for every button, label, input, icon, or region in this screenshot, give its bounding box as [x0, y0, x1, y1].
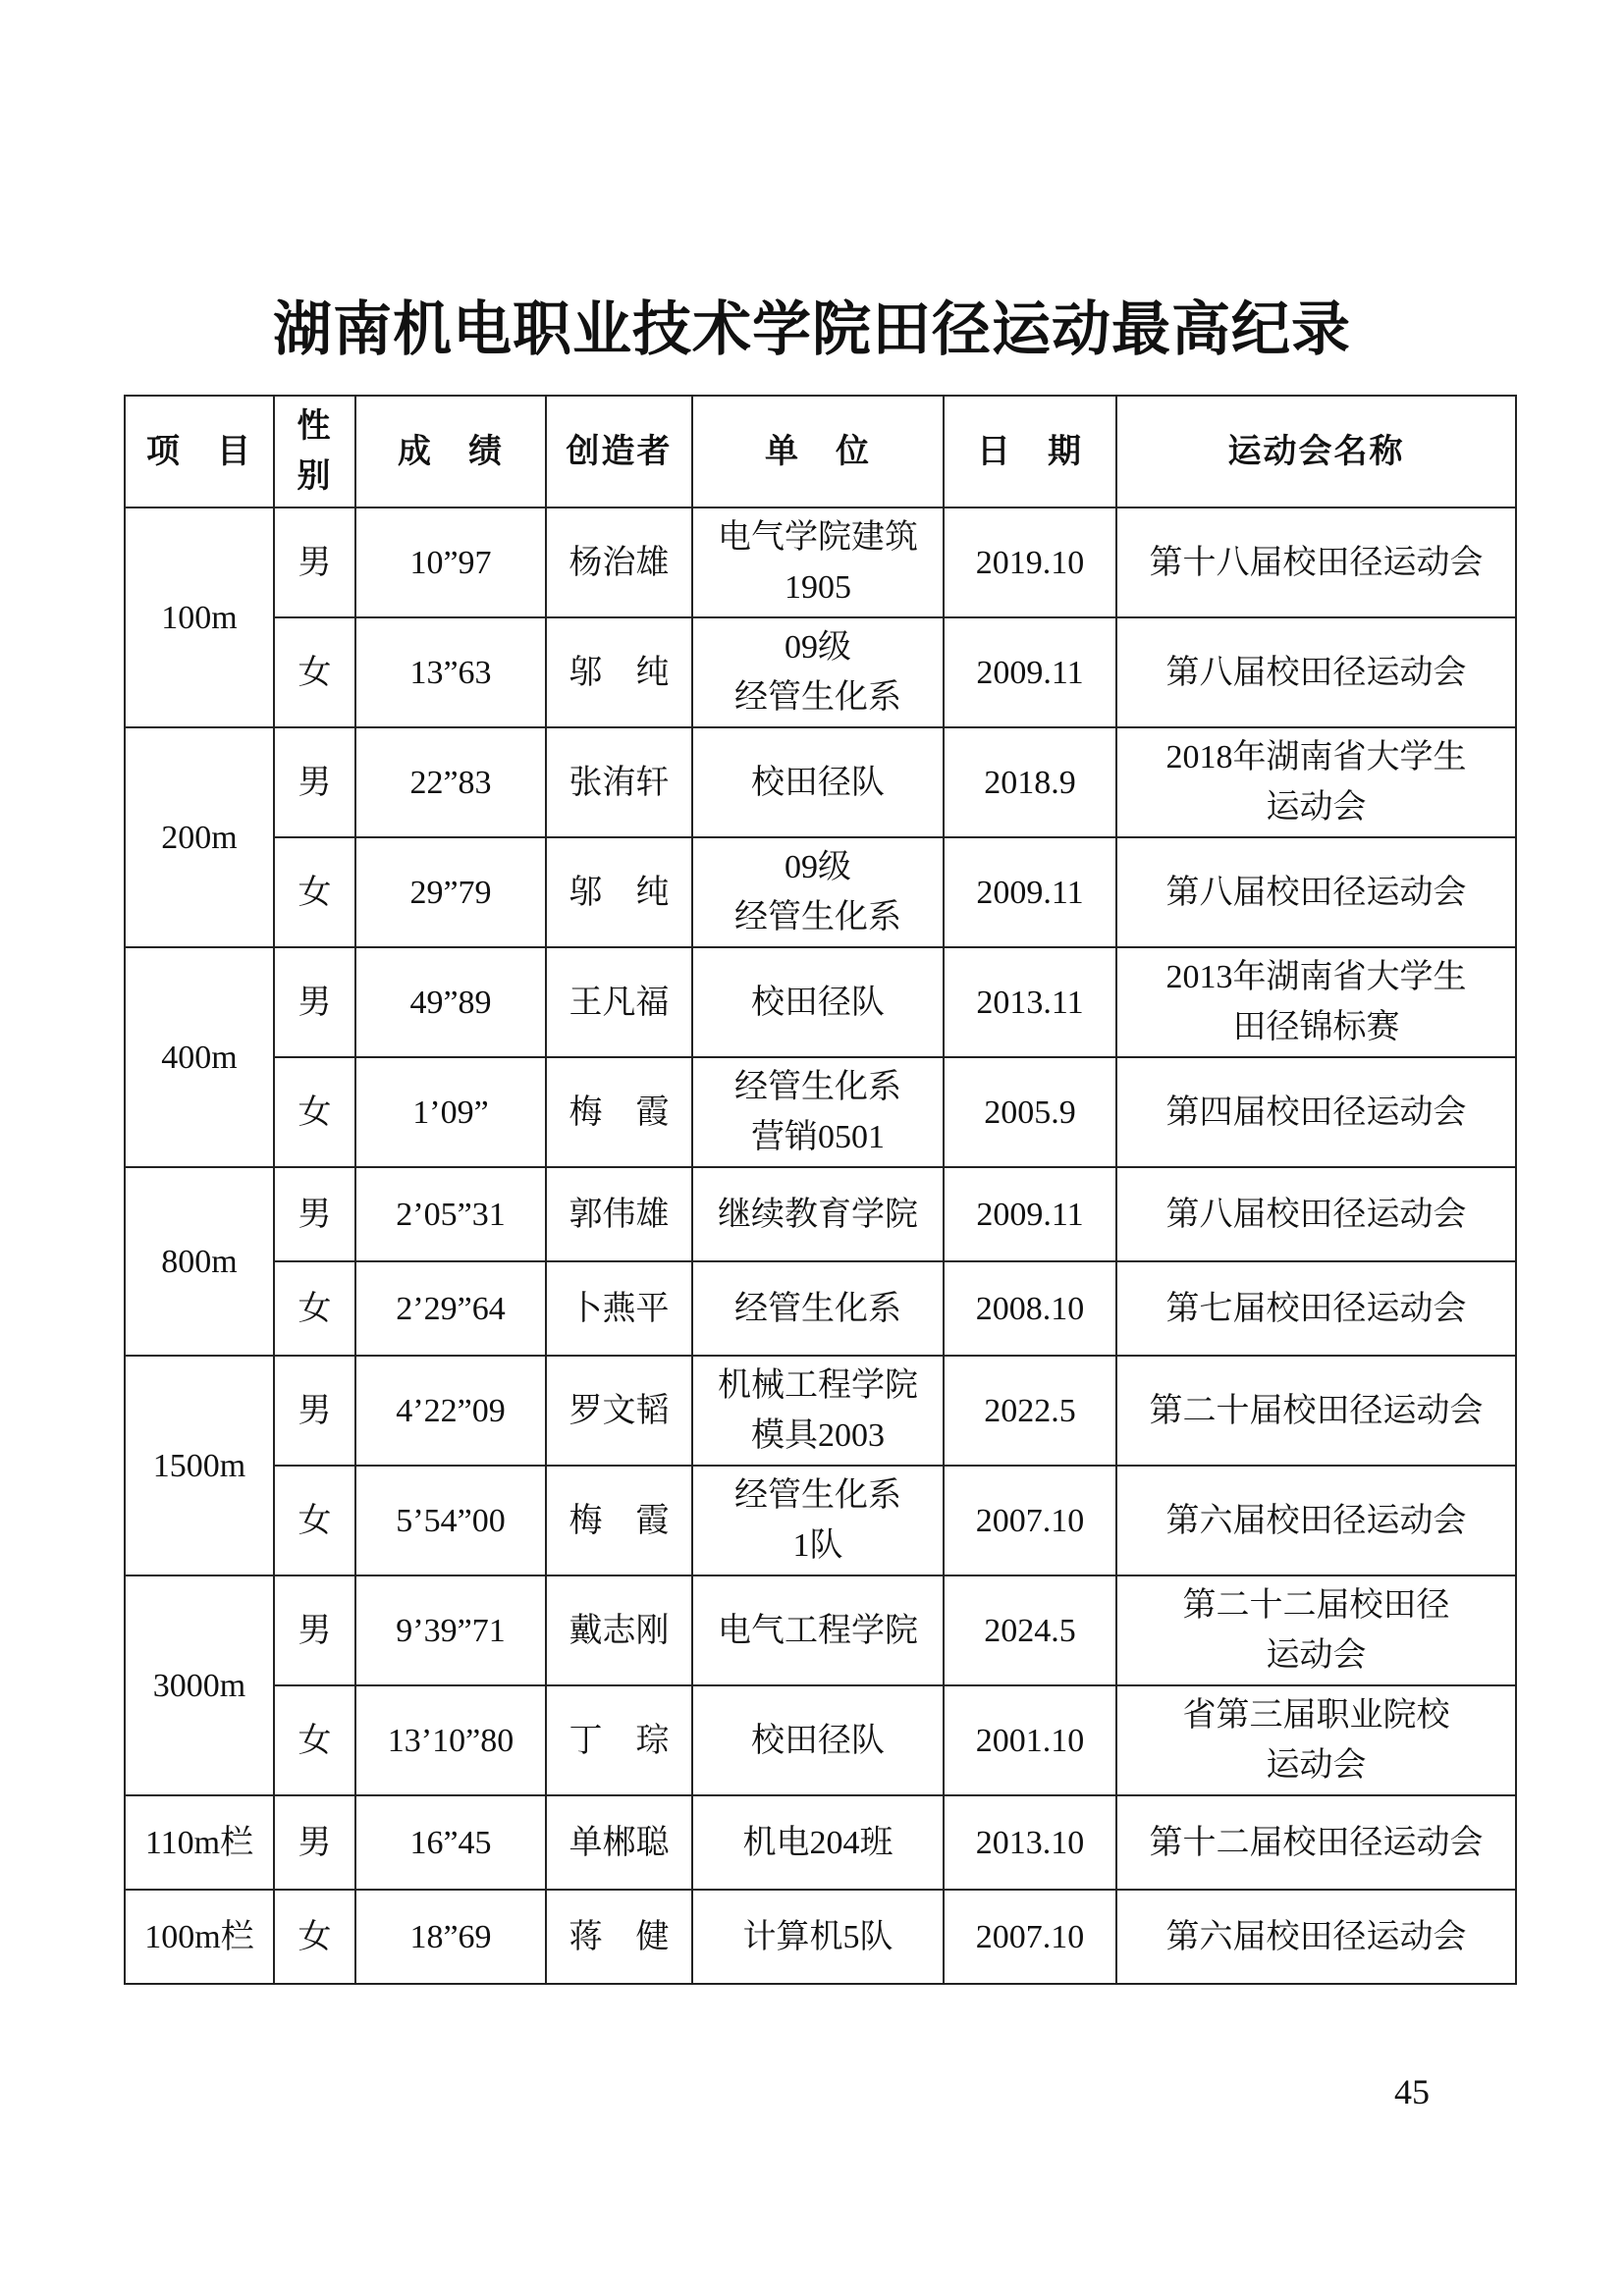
unit-cell	[692, 1466, 944, 1575]
meet-line2: 运动会	[1266, 789, 1367, 826]
unit-cell	[692, 727, 944, 837]
unit-line1: 继续教育学院	[718, 1196, 918, 1233]
table-row	[125, 1466, 1516, 1575]
sex-cell: 男	[274, 1167, 355, 1261]
page-number: 45	[1394, 2072, 1430, 2111]
event-cell: 200m	[125, 727, 274, 947]
unit-cell	[692, 1167, 944, 1261]
holder-cell: 卜燕平	[546, 1261, 692, 1356]
header-meet: 运动会名称	[1116, 396, 1516, 507]
unit-line1: 计算机5队	[742, 1918, 893, 1955]
result-cell: 10”97	[355, 507, 546, 617]
result-cell: 16”45	[355, 1795, 546, 1890]
date-cell: 2005.9	[944, 1057, 1116, 1167]
unit-line1: 机电204班	[742, 1824, 893, 1861]
meet-cell	[1116, 617, 1516, 727]
result-cell: 18”69	[355, 1890, 546, 1984]
unit-line1: 经管生化系	[734, 1290, 901, 1327]
meet-line1: 第八届校田径运动会	[1165, 1196, 1467, 1233]
unit-line1: 电气学院建筑	[718, 519, 918, 556]
sex-cell: 女	[274, 1057, 355, 1167]
result-cell: 13’10”80	[355, 1685, 546, 1795]
sex-cell: 男	[274, 507, 355, 617]
unit-line1: 经管生化系	[734, 1069, 901, 1105]
meet-line1: 第六届校田径运动会	[1165, 1918, 1467, 1955]
date-cell: 2022.5	[944, 1356, 1116, 1466]
unit-cell	[692, 617, 944, 727]
holder-cell: 邬 纯	[546, 837, 692, 947]
header-sex-line2: 别	[297, 458, 333, 495]
date-cell: 2018.9	[944, 727, 1116, 837]
unit-line2: 模具2003	[751, 1417, 885, 1454]
event-cell: 100m	[125, 507, 274, 727]
unit-line1: 09级	[785, 629, 851, 666]
event-cell: 1500m	[125, 1356, 274, 1575]
unit-cell	[692, 1261, 944, 1356]
header-sex-line1: 性	[297, 408, 333, 445]
meet-line1: 第七届校田径运动会	[1165, 1290, 1467, 1327]
sex-cell: 男	[274, 1356, 355, 1466]
unit-cell	[692, 1057, 944, 1167]
header-holder: 创造者	[546, 396, 692, 507]
date-cell: 2009.11	[944, 1167, 1116, 1261]
meet-line2: 运动会	[1266, 1637, 1367, 1674]
holder-cell: 戴志刚	[546, 1575, 692, 1685]
sex-cell: 女	[274, 837, 355, 947]
unit-cell	[692, 1356, 944, 1466]
date-cell: 2013.11	[944, 947, 1116, 1057]
event-cell: 800m	[125, 1167, 274, 1356]
meet-line1: 省第三届职业院校	[1182, 1697, 1450, 1734]
header-sex	[274, 396, 355, 507]
table-row	[125, 1795, 1516, 1890]
unit-cell	[692, 1685, 944, 1795]
result-cell: 4’22”09	[355, 1356, 546, 1466]
date-cell: 2009.11	[944, 617, 1116, 727]
unit-cell	[692, 947, 944, 1057]
meet-cell	[1116, 727, 1516, 837]
unit-cell	[692, 1575, 944, 1685]
unit-line1: 电气工程学院	[718, 1612, 918, 1649]
sex-cell: 男	[274, 1575, 355, 1685]
holder-cell: 邬 纯	[546, 617, 692, 727]
meet-cell	[1116, 837, 1516, 947]
holder-cell: 罗文韬	[546, 1356, 692, 1466]
sex-cell: 男	[274, 727, 355, 837]
holder-cell: 郭伟雄	[546, 1167, 692, 1261]
table-row	[125, 1685, 1516, 1795]
table-row	[125, 947, 1516, 1057]
meet-cell	[1116, 1685, 1516, 1795]
unit-line1: 经管生化系	[734, 1477, 901, 1514]
date-cell: 2001.10	[944, 1685, 1116, 1795]
unit-cell	[692, 1795, 944, 1890]
page-title: 湖南机电职业技术学院田径运动最高纪录	[273, 295, 1351, 364]
event-cell: 400m	[125, 947, 274, 1167]
meet-line1: 第十二届校田径运动会	[1149, 1824, 1484, 1861]
header-unit: 单 位	[692, 396, 944, 507]
holder-cell: 杨治雄	[546, 507, 692, 617]
sex-cell: 女	[274, 1890, 355, 1984]
table-row	[125, 617, 1516, 727]
unit-line2: 经管生化系	[734, 899, 901, 935]
table-row	[125, 1261, 1516, 1356]
header-result: 成 绩	[355, 396, 546, 507]
meet-line1: 第二十二届校田径	[1182, 1587, 1450, 1624]
result-cell: 29”79	[355, 837, 546, 947]
table-row	[125, 507, 1516, 617]
date-cell: 2013.10	[944, 1795, 1116, 1890]
unit-cell	[692, 1890, 944, 1984]
unit-line2: 1905	[785, 569, 851, 606]
meet-line1: 第十八届校田径运动会	[1149, 544, 1484, 581]
sex-cell: 男	[274, 947, 355, 1057]
date-cell: 2008.10	[944, 1261, 1116, 1356]
unit-line2: 营销0501	[751, 1119, 885, 1155]
meet-line1: 第二十届校田径运动会	[1149, 1392, 1484, 1429]
holder-cell: 王凡福	[546, 947, 692, 1057]
meet-cell	[1116, 1057, 1516, 1167]
meet-line1: 第八届校田径运动会	[1165, 654, 1467, 691]
table-row	[125, 1356, 1516, 1466]
meet-line2: 运动会	[1266, 1747, 1367, 1784]
meet-cell	[1116, 1261, 1516, 1356]
sex-cell: 女	[274, 617, 355, 727]
result-cell: 22”83	[355, 727, 546, 837]
table-row	[125, 1057, 1516, 1167]
result-cell: 1’09”	[355, 1057, 546, 1167]
table-row	[125, 727, 1516, 837]
holder-cell: 张洧轩	[546, 727, 692, 837]
unit-cell	[692, 507, 944, 617]
meet-line1: 第四届校田径运动会	[1165, 1094, 1467, 1131]
table-row	[125, 1167, 1516, 1261]
meet-line1: 2018年湖南省大学生	[1165, 739, 1467, 775]
unit-line1: 校田径队	[751, 764, 885, 801]
unit-cell	[692, 837, 944, 947]
unit-line1: 校田径队	[751, 984, 885, 1021]
event-cell: 3000m	[125, 1575, 274, 1795]
meet-cell	[1116, 507, 1516, 617]
result-cell: 5’54”00	[355, 1466, 546, 1575]
sex-cell: 女	[274, 1261, 355, 1356]
holder-cell: 梅 霞	[546, 1466, 692, 1575]
meet-cell	[1116, 947, 1516, 1057]
table-row	[125, 1575, 1516, 1685]
meet-line2: 田径锦标赛	[1232, 1009, 1400, 1045]
header-row	[125, 396, 1516, 507]
event-cell: 100m栏	[125, 1890, 274, 1984]
meet-line1: 2013年湖南省大学生	[1165, 959, 1467, 995]
header-event: 项 目	[125, 396, 274, 507]
meet-cell	[1116, 1575, 1516, 1685]
event-cell: 110m栏	[125, 1795, 274, 1890]
result-cell: 13”63	[355, 617, 546, 727]
unit-line1: 09级	[785, 849, 851, 885]
date-cell: 2019.10	[944, 507, 1116, 617]
meet-cell	[1116, 1167, 1516, 1261]
header-date: 日 期	[944, 396, 1116, 507]
result-cell: 9’39”71	[355, 1575, 546, 1685]
meet-line1: 第六届校田径运动会	[1165, 1502, 1467, 1539]
holder-cell: 单郴聪	[546, 1795, 692, 1890]
date-cell: 2007.10	[944, 1890, 1116, 1984]
unit-line1: 校田径队	[751, 1722, 885, 1759]
records-table	[124, 395, 1517, 1985]
meet-line1: 第八届校田径运动会	[1165, 874, 1467, 911]
meet-cell	[1116, 1795, 1516, 1890]
meet-cell	[1116, 1890, 1516, 1984]
date-cell: 2024.5	[944, 1575, 1116, 1685]
table-row	[125, 1890, 1516, 1984]
date-cell: 2009.11	[944, 837, 1116, 947]
holder-cell: 蒋 健	[546, 1890, 692, 1984]
result-cell: 49”89	[355, 947, 546, 1057]
meet-cell	[1116, 1356, 1516, 1466]
holder-cell: 梅 霞	[546, 1057, 692, 1167]
unit-line1: 机械工程学院	[718, 1367, 918, 1404]
table-row	[125, 837, 1516, 947]
sex-cell: 女	[274, 1685, 355, 1795]
result-cell: 2’05”31	[355, 1167, 546, 1261]
unit-line2: 1队	[792, 1527, 843, 1564]
sex-cell: 男	[274, 1795, 355, 1890]
meet-cell	[1116, 1466, 1516, 1575]
sex-cell: 女	[274, 1466, 355, 1575]
date-cell: 2007.10	[944, 1466, 1116, 1575]
result-cell: 2’29”64	[355, 1261, 546, 1356]
holder-cell: 丁 琮	[546, 1685, 692, 1795]
unit-line2: 经管生化系	[734, 679, 901, 716]
